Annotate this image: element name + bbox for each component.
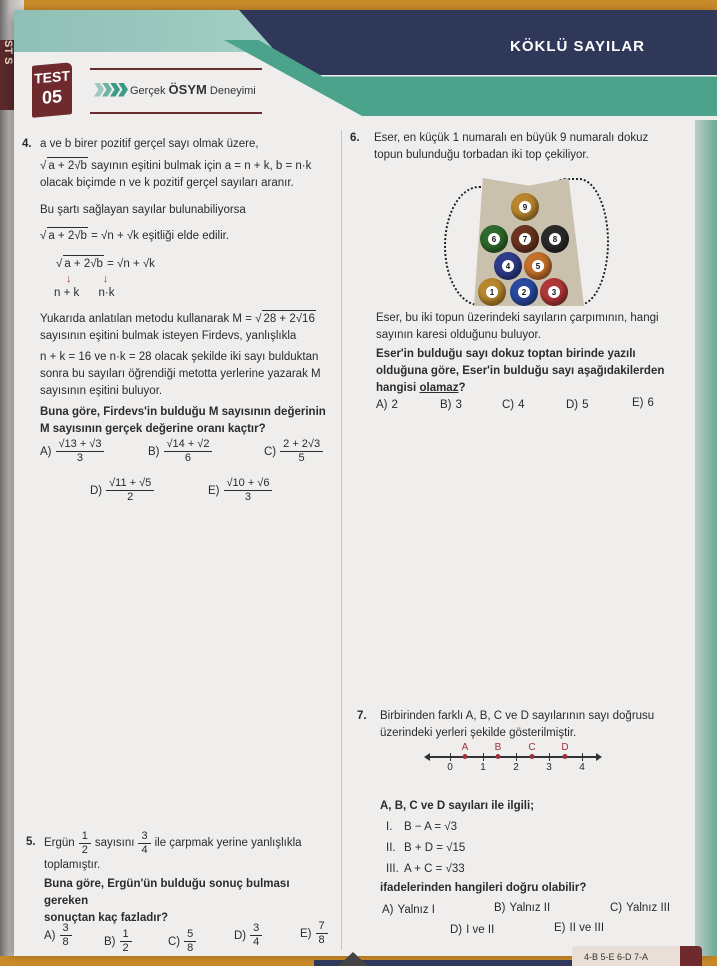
ball-9: 9	[511, 193, 539, 221]
q5-fraction-1: $\frac{1}{2}$	[79, 830, 91, 857]
q4-line3: olacak biçimde n ve k pozitif gerçel sayıları aranır.	[40, 177, 294, 189]
q7-option-e[interactable]: E) II ve III	[554, 922, 605, 934]
q7-intro	[380, 708, 680, 742]
q4-line5-radical: a + 2√b	[47, 227, 88, 245]
q6-question-c: hangisi olamaz?	[376, 382, 466, 394]
point-label: C	[528, 742, 536, 753]
tick-label: 1	[480, 762, 486, 773]
q4-number: 4.	[22, 138, 32, 150]
q4-option-a[interactable]: A) $\frac{√13 + √3}{3}$	[40, 438, 104, 465]
tick-label: 3	[546, 762, 552, 773]
q4-line2-radical: a + 2√b	[47, 157, 88, 175]
ball-7: 7	[511, 225, 539, 253]
q4-line5: = √n + √k eşitliği elde edilir.	[91, 230, 230, 242]
point-label: B	[494, 742, 502, 753]
textbook-page	[14, 10, 717, 962]
q6-line2: topun bulunduğu torbadan iki top çekiliyor.	[374, 149, 589, 161]
q7-option-b[interactable]: B) Yalnız II	[494, 902, 551, 914]
q7-statement-1: I. B − A = √3	[386, 821, 457, 833]
tick-label: 0	[447, 762, 453, 773]
chevrons-icon	[94, 83, 126, 97]
q4-option-c[interactable]: C) $\frac{2 + 2√3}{5}$	[264, 438, 323, 465]
q5-text-c: ile çarpmak yerine yanlışlıkla	[154, 837, 302, 849]
answer-key	[572, 946, 702, 966]
q6-intro	[374, 130, 674, 164]
q4-under-a: n + k	[54, 287, 80, 299]
q4-diagram-rhs: = √n + √k	[107, 258, 155, 270]
answer-key-icon	[680, 946, 702, 966]
q5-option-c[interactable]: C) $\frac{5}{8}$	[168, 928, 196, 955]
q7-number: 7.	[357, 710, 367, 722]
number-line	[428, 742, 598, 773]
q7-line2: üzerindeki yerleri şekilde gösterilmiştir.	[380, 727, 577, 739]
ball-6: 6	[480, 225, 508, 253]
q5-text-d: toplamıştır.	[44, 859, 101, 871]
q4-para2a: n + k = 16 ve n·k = 28 olacak şekilde iki sayı bulduktan	[40, 351, 319, 363]
q5-question-b: sonuçtan kaç fazladır?	[44, 912, 168, 924]
point-b	[496, 754, 501, 759]
q7-body	[380, 798, 680, 897]
test-badge	[32, 62, 72, 117]
q4-para2b: sonra bu sayıları öğrendiği metotta yerlerine yazarak M	[40, 368, 321, 380]
q6-para2: sayının karesi olduğunu buluyor.	[376, 329, 541, 341]
point-c	[530, 754, 535, 759]
q5-body	[44, 830, 334, 927]
osym-banner	[90, 68, 262, 114]
ball-8: 8	[541, 225, 569, 253]
q7-statement-2: II. B + D = √15	[386, 842, 466, 854]
q4-question-a: Buna göre, Firdevs'in bulduğu M sayısının değerinin	[40, 406, 326, 418]
ball-5: 5	[524, 252, 552, 280]
q4-para1b: sayısının eşitini bulmak isteyen Firdevs, yanlışlıkla	[40, 330, 297, 342]
osym-subtitle: Gerçek ÖSYM Deneyimi	[130, 82, 256, 97]
answer-key-text: 4-B 5-E 6-D 7-A	[584, 952, 649, 962]
q4-question-b: M sayısının gerçek değerine oranı kaçtır?	[40, 423, 266, 435]
section-title: KÖKLÜ SAYILAR	[510, 38, 645, 55]
point-label: D	[561, 742, 569, 753]
q5-number: 5.	[26, 836, 36, 848]
right-edge-strip	[695, 120, 717, 956]
page-number-marker	[338, 952, 368, 966]
q5-text-b: sayısını	[94, 837, 135, 849]
q4-body: a ve b birer pozitif gerçel sayı olmak üzere, √ a + 2√b sayının eşitini bulmak için a = n + k, b = n·k olacak biçimde n ve k pozitif gerçel sayıları aranır. Bu şartı sağlayan sayılar bulunabiliyorsa √ a + 2√b = √n + √k eşitliği elde edilir. √ a + 2√b = √n + √k ↓ ↓ n + k n·k Yukarıda anlatılan metodu kullanarak M = √ 28 + 2√16 sayısının eşitini bulmak isteyen Firdevs, yanlışlıkla n + k = 16 ve n·k = 28 olacak şekilde iki sayı bulduktan sonra bu sayıları öğrendiği metotta yerlerine yazarak M sayısının eşitini buluyor. Buna göre, Firdevs'in bulduğu M sayısının değerinin M sayısının gerçek değerine oranı kaçtır?	[40, 136, 330, 438]
q6-option-a[interactable]: A) 2	[376, 399, 398, 411]
q6-question-a: Eser'in bulduğu sayı dokuz toptan birinde yazılı	[376, 348, 636, 360]
q4-line1: a ve b birer pozitif gerçel sayı olmak üzere,	[40, 138, 259, 150]
q6-number: 6.	[350, 132, 360, 144]
q7-option-d[interactable]: D) I ve II	[450, 924, 495, 936]
ball-3: 3	[540, 278, 568, 306]
q7-question: ifadelerinden hangileri doğru olabilir?	[380, 882, 587, 894]
q5-option-b[interactable]: B) $\frac{1}{2}$	[104, 928, 132, 955]
down-arrow-icon: ↓	[66, 273, 72, 285]
tick-label: 2	[513, 762, 519, 773]
test-label: TEST	[34, 67, 70, 87]
q4-line4: Bu şartı sağlayan sayılar bulunabiliyorsa	[40, 204, 246, 216]
point-label: A	[461, 742, 469, 753]
q6-option-d[interactable]: D) 5	[566, 399, 589, 411]
q6-line1: Eser, en küçük 1 numaralı en büyük 9 numaralı dokuz	[374, 132, 649, 144]
ball-1: 1	[478, 278, 506, 306]
q6-para1: Eser, bu iki topun üzerindeki sayıların çarpımının, hangi	[376, 312, 659, 324]
q4-line2: sayının eşitini bulmak için a = n + k, b = n·k	[91, 160, 312, 172]
test-number: 05	[41, 86, 63, 108]
spine-tab: ST S	[0, 40, 14, 110]
q7-option-a[interactable]: A) Yalnız I	[382, 904, 435, 916]
point-a	[463, 754, 468, 759]
q6-option-e[interactable]: E) 6	[632, 397, 654, 409]
q5-option-a[interactable]: A) $\frac{3}{8}$	[44, 922, 72, 949]
q7-option-c[interactable]: C) Yalnız III	[610, 902, 671, 914]
divider	[90, 112, 262, 114]
down-arrow-icon: ↓	[102, 273, 109, 285]
q4-para2c: sayısının eşitini buluyor.	[40, 385, 163, 397]
q4-option-d[interactable]: D) $\frac{√11 + √5}{2}$	[90, 477, 154, 504]
q5-option-e[interactable]: E) $\frac{7}{8}$	[300, 920, 328, 947]
q4-option-e[interactable]: E) $\frac{√10 + √6}{3}$	[208, 477, 272, 504]
ball-4: 4	[494, 252, 522, 280]
divider	[90, 68, 262, 70]
q6-option-c[interactable]: C) 4	[502, 399, 525, 411]
q5-option-d[interactable]: D) $\frac{3}{4}$	[234, 922, 262, 949]
ball-2: 2	[510, 278, 538, 306]
q6-body	[376, 310, 676, 397]
q7-statement-3: III. A + C = √33	[386, 863, 465, 875]
q5-question-a: Buna göre, Ergün'ün bulduğu sonuç bulması gereken	[44, 878, 290, 907]
q7-line1: Birbirinden farklı A, B, C ve D sayılarının sayı doğrusu	[380, 710, 655, 722]
q4-para1-radical: 28 + 2√16	[262, 310, 315, 328]
header-band-navy	[239, 10, 717, 75]
q4-para1a: Yukarıda anlatılan metodu kullanarak M =	[40, 313, 252, 325]
column-divider	[341, 130, 342, 950]
q4-diagram-radical: a + 2√b	[63, 255, 104, 273]
tick-label: 4	[579, 762, 585, 773]
q5-text-a: Ergün	[44, 837, 75, 849]
q4-under-b: n·k	[98, 287, 115, 299]
q7-statement-intro: A, B, C ve D sayıları ile ilgili;	[380, 800, 535, 812]
q4-option-b[interactable]: B) $\frac{√14 + √2}{6}$	[148, 438, 212, 465]
q6-question-b: olduğuna göre, Eser'in bulduğu sayı aşağıdakilerden	[376, 365, 665, 377]
q6-option-b[interactable]: B) 3	[440, 399, 462, 411]
q5-fraction-2: $\frac{3}{4}$	[138, 830, 150, 857]
point-d	[563, 754, 568, 759]
